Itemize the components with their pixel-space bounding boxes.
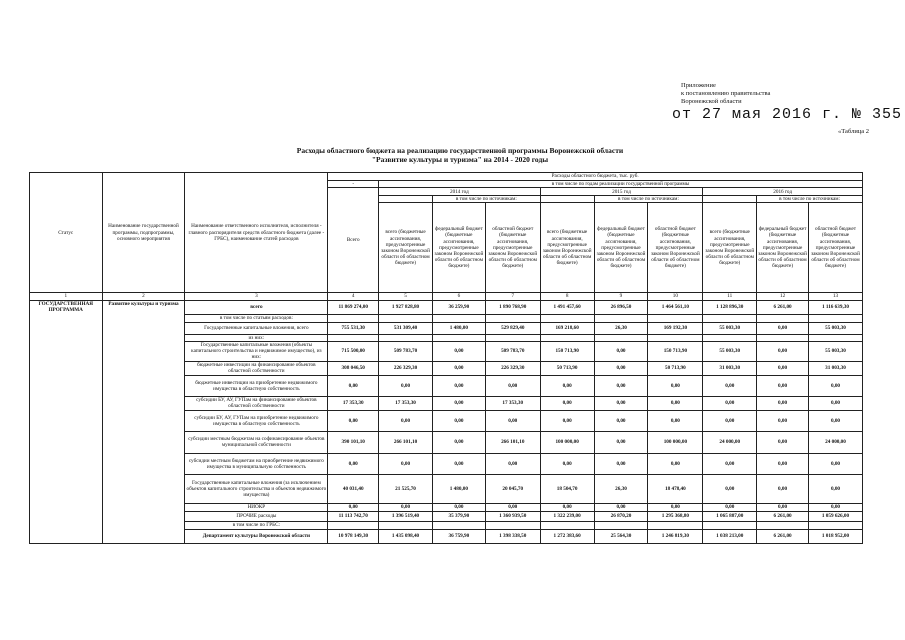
column-number: 8 [540, 293, 594, 300]
header-col-total: всего (бюджетные ассигнования, предусмотренные законом Воронежской области об областном бюджете) [703, 203, 757, 293]
resolution-stamp: от 27 мая 2016 г. № 355 [672, 106, 903, 123]
budget-table [29, 172, 863, 544]
row-value: 1 128 896,30 [703, 300, 757, 314]
row-value: 0,00 [379, 453, 433, 474]
header-dash: - [328, 181, 379, 188]
row-value: 0,00 [540, 396, 594, 410]
row-value: 1 116 639,30 [808, 300, 862, 314]
table-row [30, 300, 863, 314]
row-value: 0,00 [432, 503, 485, 511]
row-value [808, 334, 862, 341]
row-value: 0,00 [540, 410, 594, 431]
row-value: 0,00 [594, 410, 648, 431]
header-status: Статус [30, 173, 103, 293]
row-value: 1 491 457,60 [540, 300, 594, 314]
row-value: 55 003,30 [703, 341, 757, 361]
column-number: 9 [594, 293, 648, 300]
row-label: бюджетные инвестиции на финансирование объектов областной собственности [185, 361, 328, 375]
row-value: 0,00 [648, 375, 703, 396]
header-by-years: в том числе по годам реализации государственной программы [379, 181, 863, 188]
row-value [757, 314, 809, 322]
row-value: 0,00 [703, 453, 757, 474]
row-value: 0,00 [757, 375, 809, 396]
row-value: 0,00 [485, 410, 540, 431]
row-value: 226 329,30 [485, 361, 540, 375]
header-year-2015: 2015 год [540, 188, 703, 196]
header-total: Всего [328, 188, 379, 293]
row-label: Государственные капитальные вложения (за исключением объектов капитального строительства и объектов недвижимого имущества) [185, 474, 328, 503]
row-value: 1 272 383,60 [540, 529, 594, 543]
row-value: 0,00 [485, 453, 540, 474]
row-value: 0,00 [703, 474, 757, 503]
row-value [485, 314, 540, 322]
row-value: 0,00 [808, 396, 862, 410]
column-number-row [30, 293, 863, 300]
row-value [594, 521, 648, 529]
row-value: 1 360 939,50 [485, 511, 540, 521]
row-value: 0,00 [594, 361, 648, 375]
header-col-total: всего (бюджетные ассигнования, предусмотренные законом Воронежской области об областном бюджете) [379, 203, 433, 293]
row-value: 0,00 [379, 410, 433, 431]
title-line-1: Расходы областного бюджета на реализацию государственной программы Воронежской области [296, 146, 624, 155]
column-number: 4 [328, 293, 379, 300]
row-value [485, 334, 540, 341]
row-value: 26,30 [594, 322, 648, 334]
row-value: 100 000,00 [540, 431, 594, 453]
row-value [648, 314, 703, 322]
row-value: 1 018 952,00 [808, 529, 862, 543]
row-value [540, 314, 594, 322]
row-value: 0,00 [808, 410, 862, 431]
row-value: 25 564,30 [594, 529, 648, 543]
row-value: 0,00 [594, 453, 648, 474]
row-value: 0,00 [485, 375, 540, 396]
row-value: 24 000,00 [808, 431, 862, 453]
row-value: 0,00 [757, 361, 809, 375]
row-value: 31 003,30 [808, 361, 862, 375]
row-value: 0,00 [328, 410, 379, 431]
row-value: 0,00 [757, 410, 809, 431]
row-value: 0,00 [594, 431, 648, 453]
row-value: 6 261,00 [757, 300, 809, 314]
column-number: 7 [485, 293, 540, 300]
row-value: 1 322 239,00 [540, 511, 594, 521]
row-value: 0,00 [703, 396, 757, 410]
row-value [540, 521, 594, 529]
row-value: 1 927 828,80 [379, 300, 433, 314]
row-value [757, 521, 809, 529]
row-value: 0,00 [648, 503, 703, 511]
row-value: 0,00 [703, 375, 757, 396]
header-by-sources-2015: в том числе по источникам: [594, 196, 703, 203]
row-label: субсидии БУ, АУ, ГУПам на приобретение недвижимого имущества в областную собственность [185, 410, 328, 431]
row-value: 0,00 [328, 375, 379, 396]
row-value: 1 396 519,40 [379, 511, 433, 521]
row-value: 55 003,30 [703, 322, 757, 334]
appendix-line-1: Приложение [681, 82, 716, 89]
row-value: 0,00 [540, 453, 594, 474]
row-label: Государственные капитальные вложения (объекты капитального строительства и недвижимое имущество), из них: [185, 341, 328, 361]
row-value: 1 480,00 [432, 322, 485, 334]
row-value: 31 003,30 [703, 361, 757, 375]
header-col-regional: областной бюджет (бюджетные ассигнования, предусмотренные законом Воронежской области об областном бюджете) [808, 203, 862, 293]
row-label: в том числе по статьям расходов: [185, 314, 328, 322]
row-value: 0,00 [648, 396, 703, 410]
row-value [540, 334, 594, 341]
row-value: 0,00 [757, 431, 809, 453]
row-value [379, 521, 433, 529]
row-value: 715 500,00 [328, 341, 379, 361]
row-value: 1 065 887,00 [703, 511, 757, 521]
title-line-2: "Развитие культуры и туризма" на 2014 - 2020 годы [371, 155, 549, 164]
row-value: 169 192,30 [648, 322, 703, 334]
row-value: 0,00 [432, 341, 485, 361]
row-value: 390 101,10 [328, 431, 379, 453]
row-value: 509 783,70 [485, 341, 540, 361]
row-value: 0,00 [594, 396, 648, 410]
column-number: 10 [648, 293, 703, 300]
header-year-2016: 2016 год [703, 188, 863, 196]
column-number: 5 [379, 293, 433, 300]
column-number: 2 [102, 293, 185, 300]
document-title [150, 146, 770, 164]
row-value [703, 314, 757, 322]
row-value: 17 353,30 [485, 396, 540, 410]
row-value: 1 464 561,10 [648, 300, 703, 314]
row-value: 529 829,40 [485, 322, 540, 334]
row-value [379, 334, 433, 341]
header-name: Наименование государственной программы, подпрограммы, основного мероприятия [102, 173, 185, 293]
row-value: 11 113 742,70 [328, 511, 379, 521]
row-value [703, 521, 757, 529]
row-value: 0,00 [328, 453, 379, 474]
row-value: 266 101,10 [379, 431, 433, 453]
row-value: 1 246 819,30 [648, 529, 703, 543]
program-status: ГОСУДАРСТВЕННАЯ ПРОГРАММА [30, 300, 103, 543]
row-value: 0,00 [379, 375, 433, 396]
row-value: 0,00 [432, 361, 485, 375]
row-value: 0,00 [648, 453, 703, 474]
row-value: 0,00 [757, 341, 809, 361]
row-value [432, 314, 485, 322]
row-label: ПРОЧИЕ расходы [185, 511, 328, 521]
header-by-sources-2016: в том числе по источникам: [757, 196, 863, 203]
row-value: 1 890 768,90 [485, 300, 540, 314]
row-value: 6 261,00 [757, 511, 809, 521]
column-number: 3 [185, 293, 328, 300]
row-value: 0,00 [757, 396, 809, 410]
row-value: 1 480,00 [432, 474, 485, 503]
row-label: Государственные капитальные вложения, всего [185, 322, 328, 334]
row-value [648, 334, 703, 341]
header-col-federal: федеральный бюджет (бюджетные ассигнования, предусмотренные законом Воронежской области об областном бюджете) [432, 203, 485, 293]
row-value: 0,00 [594, 341, 648, 361]
row-label: субсидии местным бюджетам на софинансирование объектов муниципальной собственности [185, 431, 328, 453]
row-value: 0,00 [540, 375, 594, 396]
column-number: 12 [757, 293, 809, 300]
header-executor: Наименование ответственного исполнителя, исполнителя - главного распорядителя средств областного бюджета (далее - ГРБС), наименование статей расходов [185, 173, 328, 293]
row-value: 0,00 [485, 503, 540, 511]
row-value: 11 869 274,00 [328, 300, 379, 314]
header-col-regional: областной бюджет (бюджетные ассигнования, предусмотренные законом Воронежской области об областном бюджете) [648, 203, 703, 293]
row-value: 0,00 [328, 503, 379, 511]
row-label: бюджетные инвестиции на приобретение недвижимого имущества в областную собственность [185, 375, 328, 396]
row-value: 0,00 [432, 396, 485, 410]
row-value: 0,00 [432, 375, 485, 396]
table-label: «Таблица 2 [838, 128, 870, 135]
row-value: 0,00 [703, 410, 757, 431]
row-value: 17 353,30 [328, 396, 379, 410]
row-label: Департамент культуры Воронежской области [185, 529, 328, 543]
row-value: 1 059 626,00 [808, 511, 862, 521]
row-value: 0,00 [808, 474, 862, 503]
row-value [328, 521, 379, 529]
header-col-federal: федеральный бюджет (бюджетные ассигнования, предусмотренные законом Воронежской области об областном бюджете) [594, 203, 648, 293]
row-value: 0,00 [594, 503, 648, 511]
row-value: 266 101,10 [485, 431, 540, 453]
row-value [757, 334, 809, 341]
row-value: 0,00 [432, 410, 485, 431]
column-number: 11 [703, 293, 757, 300]
row-value [808, 521, 862, 529]
row-value: 10 978 149,30 [328, 529, 379, 543]
row-value: 26,30 [594, 474, 648, 503]
appendix-line-2: к постановлению правительства [681, 90, 771, 97]
row-value: 18 478,40 [648, 474, 703, 503]
row-value: 0,00 [540, 503, 594, 511]
row-value [808, 314, 862, 322]
header-col-total: всего (бюджетные ассигнования, предусмотренные законом Воронежской области об областном бюджете) [540, 203, 594, 293]
table-body [30, 300, 863, 543]
row-value [432, 521, 485, 529]
row-value: 531 309,40 [379, 322, 433, 334]
appendix-note [681, 82, 770, 106]
row-value [379, 314, 433, 322]
row-label: всего [185, 300, 328, 314]
header-year-2014: 2014 год [379, 188, 541, 196]
row-label: НИОКР [185, 503, 328, 511]
row-value: 26 896,50 [594, 300, 648, 314]
row-label: в том числе по ГРБС: [185, 521, 328, 529]
row-value: 0,00 [594, 375, 648, 396]
row-value: 36 759,90 [432, 529, 485, 543]
row-value: 150 713,90 [648, 341, 703, 361]
row-value: 308 046,50 [328, 361, 379, 375]
row-value: 36 259,90 [432, 300, 485, 314]
row-value: 0,00 [757, 322, 809, 334]
row-value: 0,00 [379, 503, 433, 511]
row-value [328, 334, 379, 341]
row-value: 18 504,70 [540, 474, 594, 503]
row-value: 24 000,00 [703, 431, 757, 453]
row-value [485, 521, 540, 529]
column-number: 13 [808, 293, 862, 300]
row-value: 0,00 [808, 503, 862, 511]
row-label: субсидии БУ, АУ, ГУПам на финансирование объектов областной собственности [185, 396, 328, 410]
row-value [594, 314, 648, 322]
row-value: 26 870,20 [594, 511, 648, 521]
row-value [432, 334, 485, 341]
row-value: 0,00 [757, 474, 809, 503]
row-value: 55 003,30 [808, 341, 862, 361]
row-value: 169 218,60 [540, 322, 594, 334]
row-value: 1 435 098,40 [379, 529, 433, 543]
header-by-sources-2014: в том числе по источникам: [432, 196, 540, 203]
row-value [648, 521, 703, 529]
row-value: 35 379,90 [432, 511, 485, 521]
row-value: 0,00 [432, 453, 485, 474]
row-value: 0,00 [808, 375, 862, 396]
row-value: 50 713,90 [540, 361, 594, 375]
row-value: 40 031,40 [328, 474, 379, 503]
row-value: 226 329,30 [379, 361, 433, 375]
program-name: Развитие культуры и туризма [102, 300, 185, 543]
row-value: 0,00 [808, 453, 862, 474]
row-value [328, 314, 379, 322]
header-col-federal: федеральный бюджет (бюджетные ассигнования, предусмотренные законом Воронежской области об областном бюджете) [757, 203, 809, 293]
header-budget-caption: Расходы областного бюджета, тыс. руб. [328, 173, 863, 181]
row-value: 1 038 213,00 [703, 529, 757, 543]
row-label: субсидии местным бюджетам на приобретение недвижимого имущества в муниципальную собственность [185, 453, 328, 474]
row-value: 0,00 [703, 503, 757, 511]
row-label: из них: [185, 334, 328, 341]
row-value: 0,00 [432, 431, 485, 453]
row-value: 55 003,30 [808, 322, 862, 334]
row-value: 100 000,00 [648, 431, 703, 453]
row-value: 0,00 [757, 453, 809, 474]
row-value: 21 525,70 [379, 474, 433, 503]
row-value: 150 713,90 [540, 341, 594, 361]
row-value: 755 531,30 [328, 322, 379, 334]
row-value: 17 353,30 [379, 396, 433, 410]
column-number: 6 [432, 293, 485, 300]
row-value: 1 398 338,50 [485, 529, 540, 543]
row-value [703, 334, 757, 341]
row-value: 0,00 [648, 410, 703, 431]
row-value: 20 045,70 [485, 474, 540, 503]
row-value: 0,00 [757, 503, 809, 511]
row-value: 1 295 368,80 [648, 511, 703, 521]
appendix-line-3: Воронежской области [681, 98, 742, 105]
column-number: 1 [30, 293, 103, 300]
row-value: 50 713,90 [648, 361, 703, 375]
row-value: 509 783,70 [379, 341, 433, 361]
row-value [594, 334, 648, 341]
row-value: 6 261,00 [757, 529, 809, 543]
header-col-regional: областной бюджет (бюджетные ассигнования, предусмотренные законом Воронежской области об областном бюджете) [485, 203, 540, 293]
